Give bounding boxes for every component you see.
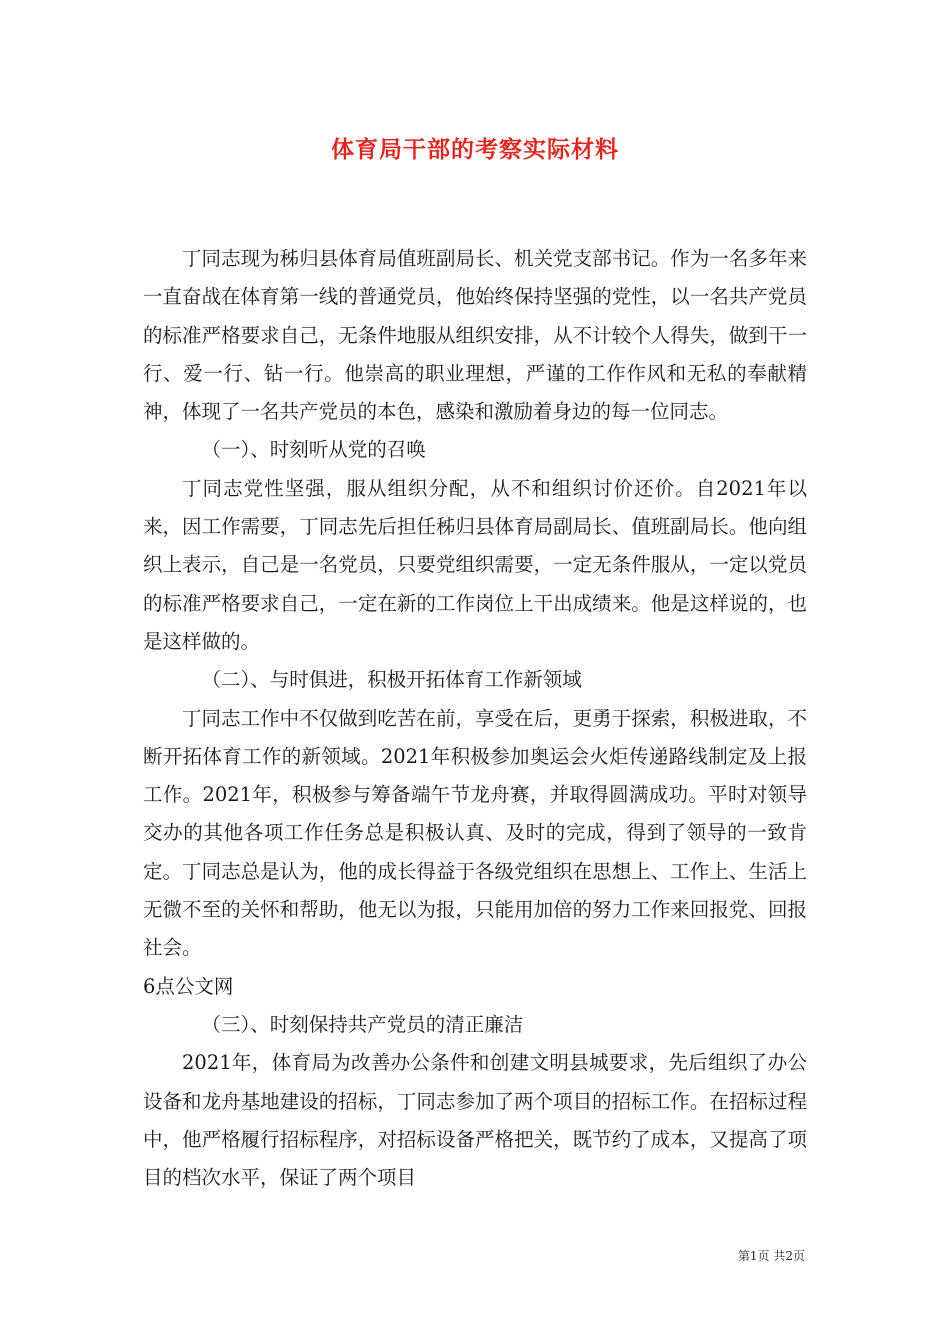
section-heading-2: （二）、与时俱进，积极开拓体育工作新领域: [201, 668, 582, 692]
paragraph-section-2: 丁同志工作中不仅做到吃苦在前，享受在后，更勇于探索，积极进取，不断开拓体育工作的新领域。2021年积极参加奥运会火炬传递路线制定及上报工作。2021年，积极参与筹备端午节龙舟赛，并取得圆满成功。平时对领导交办的其他各项工作任务总是积极认真、及时的完成，得到了领导的一致肯定。丁同志总是认为，他的成长得益于各级党组织在思想上、工作上、生活上无微不至的关怀和帮助，他无以为报，只能用加倍的努力工作来回报党、回报社会。: [143, 706, 807, 960]
paragraph-section-2-tail: 6点公文网: [143, 974, 234, 998]
section-heading-1: （一）、时刻听从党的召唤: [201, 438, 426, 462]
paragraph-section-1: 丁同志党性坚强，服从组织分配，从不和组织讨价还价。自2021年以来，因工作需要，丁同志先后担任秭归县体育局副局长、值班副局长。他向组织上表示，自己是一名党员，只要党组织需要，一定无条件服从，一定以党员的标准严格要求自己，一定在新的工作岗位上干出成绩来。他是这样说的，也是这样做的。: [143, 476, 807, 653]
paragraph-intro: 丁同志现为秭归县体育局值班副局长、机关党支部书记。作为一名多年来一直奋战在体育第一线的普通党员，他始终保持坚强的党性，以一名共产党员的标准严格要求自己，无条件地服从组织安排，从不计较个人得失，做到干一行、爱一行、钻一行。他崇高的职业理想，严谨的工作作风和无私的奉献精神，体现了一名共产党员的本色，感染和激励着身边的每一位同志。: [143, 247, 807, 424]
paragraph-section-3: 2021年，体育局为改善办公条件和创建文明县城要求，先后组织了办公设备和龙舟基地建设的招标，丁同志参加了两个项目的招标工作。在招标过程中，他严格履行招标程序，对招标设备严格把关，既节约了成本，又提高了项目的档次水平，保证了两个项目: [143, 1051, 807, 1190]
document-title: 体育局干部的考察实际材料: [331, 136, 619, 163]
document-body: [143, 240, 807, 1197]
section-heading-3: （三）、时刻保持共产党员的清正廉洁: [201, 1012, 524, 1036]
page-number-footer: 第1页 共2页: [737, 1249, 805, 1263]
